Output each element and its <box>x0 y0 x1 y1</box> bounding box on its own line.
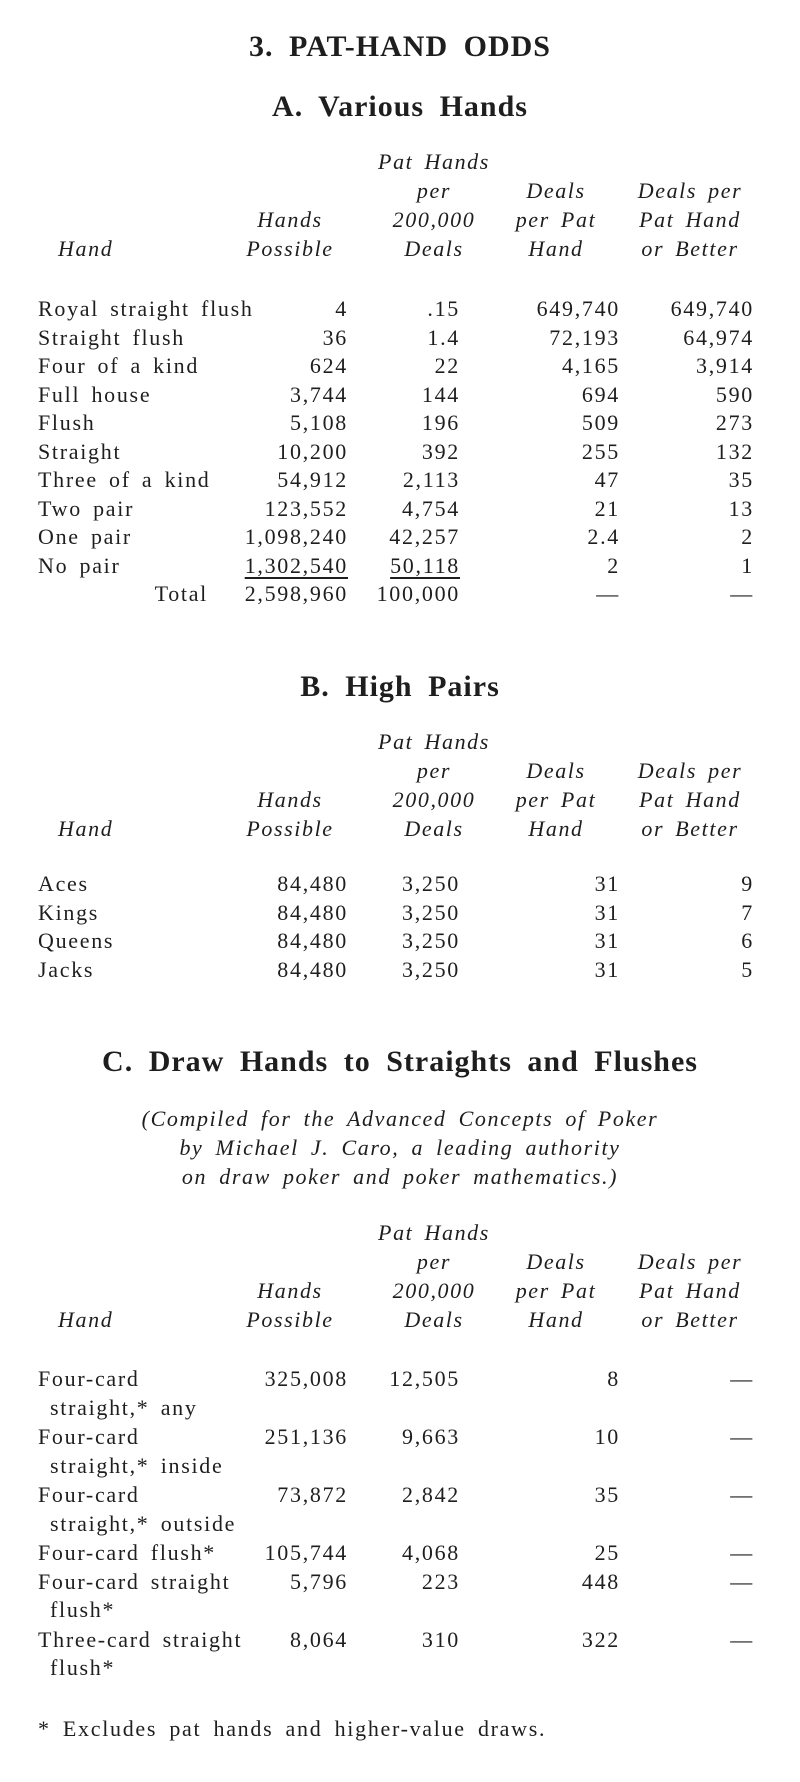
table-row <box>0 495 800 524</box>
pat-hands-cell: 144 <box>421 381 460 407</box>
hands-possible-cell: 4 <box>335 296 348 321</box>
hand-line1: Four-card flush* <box>38 1540 217 1565</box>
deals-per-pat-cell: 8 <box>607 1366 620 1391</box>
deals-per-pat-cell: 509 <box>581 410 620 435</box>
hands-possible-cell: 3,744 <box>290 381 348 407</box>
col-header-pat-hand: Pat Hand <box>639 1278 741 1303</box>
table-row <box>0 956 800 985</box>
deals-per-better-cell: — <box>730 1540 754 1565</box>
pat-hands-cell: 50,118 <box>390 552 460 578</box>
table-a-column-headers <box>0 150 800 268</box>
hand-cell: Three of a kind <box>38 467 211 492</box>
col-header-deals2: Deals <box>404 816 464 841</box>
deals-per-better-cell: 6 <box>741 928 754 953</box>
col-header-or-better: or Better <box>641 816 739 841</box>
hands-possible-total: 2,598,960 <box>244 581 348 606</box>
col-header-deals: Deals <box>526 758 586 783</box>
col-header-200000: 200,000 <box>392 207 476 232</box>
hand-line2: flush* <box>50 1655 116 1680</box>
table-row <box>0 870 800 899</box>
col-header-or-better: or Better <box>641 1307 739 1332</box>
col-header-deals: Deals <box>526 1249 586 1274</box>
hands-possible-cell: 1,302,540 <box>244 552 348 578</box>
hand-line1: Four-card straight <box>38 1568 231 1594</box>
table-row <box>0 899 800 928</box>
table-row <box>0 1539 800 1568</box>
deals-per-pat-cell: 47 <box>594 467 620 492</box>
deals-per-better-cell: — <box>730 1568 754 1594</box>
col-header-pat-hands: Pat Hands <box>378 149 490 174</box>
deals-per-pat-cell: 2.4 <box>587 524 620 549</box>
pat-hands-cell: 310 <box>421 1626 460 1652</box>
table-b-title: B. High Pairs <box>300 670 500 703</box>
table-row <box>0 381 800 410</box>
hands-possible-cell: 5,108 <box>290 410 348 435</box>
col-header-hand2: Hand <box>528 816 584 841</box>
hand-line2: flush* <box>50 1597 116 1622</box>
col-header-hand2: Hand <box>528 236 584 261</box>
col-header-possible: Possible <box>246 236 334 261</box>
hands-possible-cell: 1,098,240 <box>244 524 348 549</box>
table-row <box>0 1423 800 1481</box>
deals-per-better-cell: 35 <box>728 467 754 492</box>
col-header-possible: Possible <box>246 816 334 841</box>
table-row <box>0 1568 800 1626</box>
deals-per-better-cell: 273 <box>715 410 754 435</box>
table-b-column-headers <box>0 730 800 848</box>
col-header-deals: Deals <box>526 178 586 203</box>
table-row <box>0 927 800 956</box>
pat-hands-cell: 42,257 <box>389 524 460 549</box>
col-header-pat-hand: Pat Hand <box>639 787 741 812</box>
hands-possible-cell: 105,744 <box>264 1540 348 1565</box>
deals-per-pat-cell: 255 <box>581 438 620 464</box>
deals-per-pat-cell: 72,193 <box>549 324 620 350</box>
table-c-column-headers <box>0 1221 800 1339</box>
col-header-deals2: Deals <box>404 236 464 261</box>
hands-possible-cell: 36 <box>322 324 348 350</box>
page-title: 3. PAT-HAND ODDS <box>249 30 551 63</box>
col-header-deals2: Deals <box>404 1307 464 1332</box>
col-header-per: per <box>416 1249 452 1274</box>
hand-cell: Royal straight flush <box>38 296 254 321</box>
table-row <box>0 1626 800 1684</box>
hand-cell: No pair <box>38 552 121 578</box>
pat-hands-cell: 4,068 <box>402 1540 460 1565</box>
deals-per-pat-cell: 4,165 <box>562 353 620 378</box>
hand-cell <box>38 1481 237 1538</box>
deals-per-pat-cell: 694 <box>581 381 620 407</box>
col-header-per: per <box>416 178 452 203</box>
compiler-note-line: (Compiled for the Advanced Concepts of Poker <box>141 1106 659 1131</box>
pat-hands-cell: .15 <box>427 296 460 321</box>
hands-possible-cell: 73,872 <box>277 1482 348 1507</box>
col-header-hands: Hands <box>257 1278 323 1303</box>
deals-per-pat-total: — <box>596 581 620 606</box>
hands-possible-cell: 84,480 <box>277 956 348 982</box>
table-b-rows <box>0 870 800 984</box>
pat-hands-cell: 4,754 <box>402 495 460 521</box>
col-header-200000: 200,000 <box>392 787 476 812</box>
col-header-hand2: Hand <box>528 1307 584 1332</box>
col-header-per-pat: per Pat <box>515 207 597 232</box>
col-header-pat-hand: Pat Hand <box>639 207 741 232</box>
deals-per-better-cell: 132 <box>715 438 754 464</box>
hands-possible-cell: 624 <box>309 353 348 378</box>
deals-per-better-cell: — <box>730 1626 754 1652</box>
hand-cell: One pair <box>38 524 132 549</box>
hands-possible-cell: 8,064 <box>290 1626 348 1652</box>
deals-per-better-cell: 7 <box>741 899 754 925</box>
table-row <box>0 438 800 467</box>
deals-per-pat-cell: 2 <box>607 552 620 578</box>
table-row <box>0 352 800 381</box>
deals-per-pat-cell: 21 <box>594 495 620 521</box>
hand-line2: straight,* outside <box>50 1510 237 1536</box>
pat-hands-cell: 3,250 <box>402 871 460 896</box>
deals-per-better-cell: 13 <box>728 495 754 521</box>
pat-hands-cell: 2,113 <box>402 467 460 492</box>
hand-line1: Four-card <box>38 1482 140 1507</box>
hand-line2: straight,* any <box>50 1394 198 1420</box>
deals-per-pat-cell: 25 <box>594 1540 620 1565</box>
hand-cell: Full house <box>38 381 152 407</box>
hand-cell: Straight flush <box>38 324 185 350</box>
table-row <box>0 324 800 353</box>
hands-possible-cell: 251,136 <box>264 1424 348 1449</box>
hand-line1: Four-card <box>38 1366 140 1391</box>
deals-per-better-cell: 1 <box>741 552 754 578</box>
deals-per-better-cell: 5 <box>741 956 754 982</box>
hand-cell <box>38 1423 224 1480</box>
footnote: * Excludes pat hands and higher-value draws. <box>38 1716 547 1741</box>
table-a-rows <box>0 295 800 609</box>
deals-per-better-cell: 649,740 <box>670 296 754 321</box>
hand-cell: Two pair <box>38 495 135 521</box>
pat-hands-total: 100,000 <box>376 581 460 606</box>
deals-per-pat-cell: 35 <box>594 1482 620 1507</box>
deals-per-pat-cell: 31 <box>594 956 620 982</box>
hand-cell <box>38 1365 216 1422</box>
hands-possible-cell: 84,480 <box>277 899 348 925</box>
deals-per-better-cell: — <box>730 1482 754 1507</box>
deals-per-better-cell: — <box>730 1366 754 1391</box>
deals-per-better-cell: 64,974 <box>683 324 754 350</box>
hand-cell: Aces <box>38 871 89 896</box>
deals-per-better-cell: 3,914 <box>696 353 754 378</box>
deals-per-pat-cell: 322 <box>581 1626 620 1652</box>
pat-hands-cell: 2,842 <box>402 1482 460 1507</box>
pat-hands-cell: 3,250 <box>402 928 460 953</box>
pat-hands-cell: 1.4 <box>427 324 460 350</box>
hand-cell <box>38 1568 231 1625</box>
col-header-200000: 200,000 <box>392 1278 476 1303</box>
table-c-rows <box>0 1365 800 1684</box>
hands-possible-cell: 84,480 <box>277 928 348 953</box>
pat-hands-cell: 9,663 <box>402 1424 460 1449</box>
deals-per-pat-cell: 10 <box>594 1424 620 1449</box>
pat-hands-cell: 12,505 <box>389 1366 460 1391</box>
col-header-or-better: or Better <box>641 236 739 261</box>
table-row <box>0 295 800 324</box>
compiler-note <box>0 1104 800 1191</box>
hands-possible-cell: 325,008 <box>264 1366 348 1391</box>
deals-per-better-total: — <box>730 581 754 606</box>
col-header-deals-per: Deals per <box>637 178 743 203</box>
col-header-hand: Hand <box>58 1307 114 1332</box>
hands-possible-cell: 54,912 <box>277 467 348 492</box>
table-row <box>0 1481 800 1539</box>
hand-line1: Three-card straight <box>38 1626 243 1652</box>
table-a-title: A. Various Hands <box>272 90 528 123</box>
col-header-hand: Hand <box>58 816 114 841</box>
deals-per-pat-cell: 31 <box>594 871 620 896</box>
deals-per-better-cell: 9 <box>741 871 754 896</box>
hands-possible-cell: 123,552 <box>264 495 348 521</box>
col-header-possible: Possible <box>246 1307 334 1332</box>
col-header-hand: Hand <box>58 236 114 261</box>
hand-cell: Queens <box>38 928 115 953</box>
deals-per-pat-cell: 31 <box>594 899 620 925</box>
hand-cell: Jacks <box>38 956 95 982</box>
hand-cell: Four of a kind <box>38 353 200 378</box>
deals-per-pat-cell: 31 <box>594 928 620 953</box>
table-row <box>0 409 800 438</box>
deals-per-better-cell: 590 <box>715 381 754 407</box>
deals-per-pat-cell: 448 <box>581 1568 620 1594</box>
pat-hands-cell: 22 <box>434 353 460 378</box>
hand-cell <box>38 1539 216 1568</box>
hand-cell: Straight <box>38 438 122 464</box>
pat-hands-cell: 392 <box>421 438 460 464</box>
hand-cell: Kings <box>38 899 100 925</box>
compiler-note-line: by Michael J. Caro, a leading authority <box>179 1135 621 1160</box>
col-header-deals-per: Deals per <box>637 758 743 783</box>
pat-hands-cell: 196 <box>421 410 460 435</box>
deals-per-pat-cell: 649,740 <box>536 296 620 321</box>
deals-per-better-cell: — <box>730 1424 754 1449</box>
hand-cell: Flush <box>38 410 96 435</box>
col-header-pat-hands: Pat Hands <box>378 1220 490 1245</box>
hand-cell <box>38 1626 243 1683</box>
table-total-row <box>0 580 800 609</box>
hands-possible-cell: 5,796 <box>290 1568 348 1594</box>
hand-line1: Four-card <box>38 1424 140 1449</box>
deals-per-better-cell: 2 <box>741 524 754 549</box>
col-header-hands: Hands <box>257 207 323 232</box>
pat-hands-cell: 223 <box>421 1568 460 1594</box>
table-row <box>0 552 800 581</box>
table-row <box>0 1365 800 1423</box>
col-header-hands: Hands <box>257 787 323 812</box>
table-row <box>0 523 800 552</box>
hands-possible-cell: 10,200 <box>277 438 348 464</box>
table-row <box>0 466 800 495</box>
col-header-deals-per: Deals per <box>637 1249 743 1274</box>
total-label: Total <box>154 581 208 606</box>
table-c-title: C. Draw Hands to Straights and Flushes <box>102 1045 698 1078</box>
pat-hands-cell: 3,250 <box>402 956 460 982</box>
compiler-note-line: on draw poker and poker mathematics.) <box>181 1164 619 1189</box>
hand-line2: straight,* inside <box>50 1452 224 1478</box>
col-header-pat-hands: Pat Hands <box>378 729 490 754</box>
col-header-per: per <box>416 758 452 783</box>
col-header-per-pat: per Pat <box>515 1278 597 1303</box>
pat-hands-cell: 3,250 <box>402 899 460 925</box>
col-header-per-pat: per Pat <box>515 787 597 812</box>
hands-possible-cell: 84,480 <box>277 871 348 896</box>
